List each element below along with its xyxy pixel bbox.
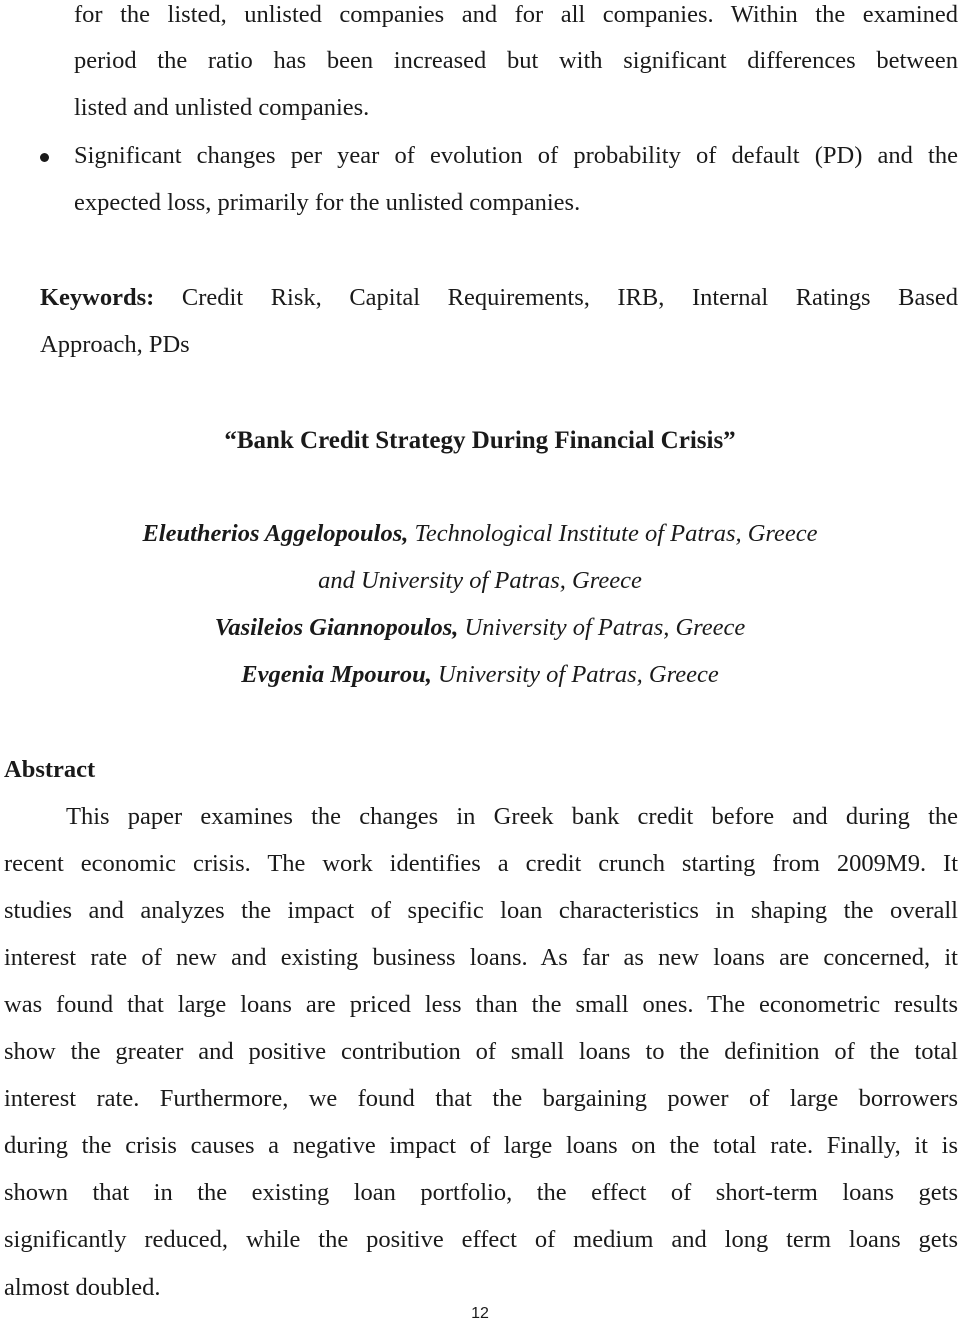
paper-title: “Bank Credit Strategy During Financial Crisis”: [224, 427, 736, 454]
abstract-line: shown that in the existing loan portfolio, the effect of short-term loans gets: [4, 1179, 958, 1206]
bullet-continuation-line: listed and unlisted companies.: [74, 94, 370, 121]
abstract-line: This paper examines the changes in Greek bank credit before and during the: [66, 803, 958, 830]
abstract-heading: Abstract: [4, 756, 96, 783]
abstract-line: studies and analyzes the impact of specific loan characteristics in shaping the overall: [4, 897, 958, 924]
author-affiliation-line: and University of Patras, Greece: [318, 567, 642, 594]
keywords-label: Keywords:: [40, 284, 155, 311]
bullet-text-line: expected loss, primarily for the unlisted companies.: [74, 189, 581, 216]
keywords-list: Credit Risk, Capital Requirements, IRB, Internal Ratings Based: [181, 284, 959, 311]
bullet-icon: [40, 153, 49, 162]
author-name: Vasileios Giannopoulos,: [214, 614, 459, 641]
abstract-line: interest rate. Furthermore, we found that the bargaining power of large borrowers: [4, 1085, 958, 1112]
author-affiliation: University of Patras, Greece: [464, 614, 746, 641]
keywords-line: [40, 286, 958, 311]
abstract-line: interest rate of new and existing business loans. As far as new loans are concerned, it: [4, 944, 958, 971]
page-number: 12: [471, 1305, 489, 1322]
abstract-line: recent economic crisis. The work identifies a credit crunch starting from 2009M9. It: [4, 850, 958, 877]
author-line: [0, 522, 960, 547]
author-affiliation: University of Patras, Greece: [437, 661, 719, 688]
author-line: [0, 663, 960, 688]
author-name: Evgenia Mpourou,: [241, 661, 432, 688]
author-line: [0, 616, 960, 641]
keywords-line: Approach, PDs: [40, 331, 190, 358]
author-name: Eleutherios Aggelopoulos,: [142, 520, 409, 547]
author-affiliation: Technological Institute of Patras, Greece: [414, 520, 818, 547]
bullet-continuation-line: period the ratio has been increased but with significant differences between: [74, 47, 958, 74]
abstract-line: significantly reduced, while the positive effect of medium and long term loans gets: [4, 1226, 958, 1253]
abstract-line: almost doubled.: [4, 1274, 161, 1301]
bullet-text-line: Significant changes per year of evolution of probability of default (PD) and the: [74, 142, 958, 169]
abstract-line: show the greater and positive contribution of small loans to the definition of the total: [4, 1038, 958, 1065]
abstract-line: was found that large loans are priced less than the small ones. The econometric results: [4, 991, 958, 1018]
abstract-line: during the crisis causes a negative impact of large loans on the total rate. Finally, it is: [4, 1132, 958, 1159]
bullet-continuation-line: for the listed, unlisted companies and for all companies. Within the examined: [74, 1, 958, 28]
